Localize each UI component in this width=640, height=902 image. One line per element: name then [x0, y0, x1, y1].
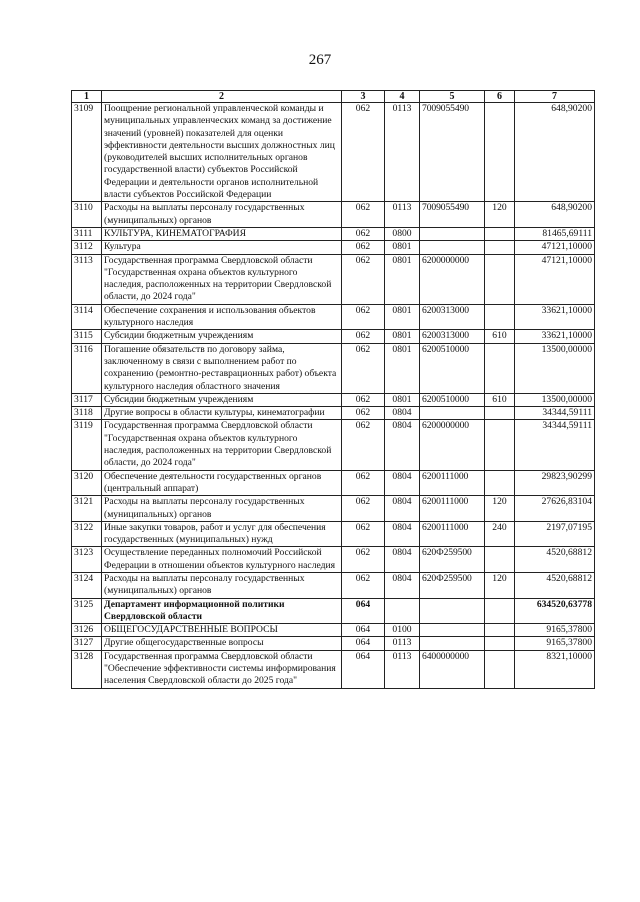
row-number: 3110: [72, 202, 102, 228]
header-col-1: 1: [72, 91, 102, 103]
row-ved-code: 062: [342, 343, 385, 393]
row-target-article: [420, 637, 485, 650]
row-ved-code: 062: [342, 330, 385, 343]
row-amount: 648,90200: [515, 202, 595, 228]
table-row: [72, 241, 595, 254]
row-expense-type: [485, 241, 515, 254]
row-number: 3123: [72, 547, 102, 573]
table-row: [72, 254, 595, 304]
row-ved-code: 062: [342, 496, 385, 522]
row-expense-type: 120: [485, 496, 515, 522]
row-target-article: 7009055490: [420, 202, 485, 228]
row-expense-type: [485, 420, 515, 470]
row-target-article: 6200111000: [420, 470, 485, 496]
row-name: Обеспечение деятельности государственных органов (центральный аппарат): [102, 470, 342, 496]
row-section-code: 0113: [385, 202, 420, 228]
row-amount: 9165,37800: [515, 637, 595, 650]
row-number: 3111: [72, 227, 102, 240]
row-expense-type: [485, 103, 515, 202]
row-amount: 29823,90299: [515, 470, 595, 496]
page-number: 267: [308, 52, 332, 68]
row-section-code: [385, 598, 420, 624]
table-body: [72, 103, 595, 689]
row-target-article: [420, 598, 485, 624]
row-ved-code: 064: [342, 650, 385, 688]
row-number: 3114: [72, 304, 102, 330]
row-section-code: 0113: [385, 637, 420, 650]
row-ved-code: 062: [342, 241, 385, 254]
row-section-code: 0804: [385, 470, 420, 496]
row-ved-code: 062: [342, 227, 385, 240]
row-amount: 648,90200: [515, 103, 595, 202]
header-col-5: 5: [420, 91, 485, 103]
header-col-7: 7: [515, 91, 595, 103]
row-amount: 27626,83104: [515, 496, 595, 522]
row-target-article: 6200510000: [420, 343, 485, 393]
header-col-6: 6: [485, 91, 515, 103]
row-amount: 34344,59111: [515, 420, 595, 470]
row-target-article: [420, 624, 485, 637]
row-expense-type: [485, 343, 515, 393]
row-section-code: 0100: [385, 624, 420, 637]
table-row: [72, 420, 595, 470]
row-target-article: 620Ф259500: [420, 572, 485, 598]
row-target-article: 6200000000: [420, 254, 485, 304]
row-amount: 9165,37800: [515, 624, 595, 637]
row-amount: 33621,10000: [515, 304, 595, 330]
row-section-code: 0801: [385, 304, 420, 330]
row-target-article: 6200111000: [420, 521, 485, 547]
table-row: [72, 304, 595, 330]
row-name: КУЛЬТУРА, КИНЕМАТОГРАФИЯ: [102, 227, 342, 240]
row-expense-type: [485, 598, 515, 624]
row-name: Департамент информационной политики Свердловской области: [102, 598, 342, 624]
row-section-code: 0113: [385, 650, 420, 688]
table-row: [72, 103, 595, 202]
row-name: ОБЩЕГОСУДАРСТВЕННЫЕ ВОПРОСЫ: [102, 624, 342, 637]
row-target-article: 6200313000: [420, 330, 485, 343]
budget-table: [71, 90, 595, 689]
row-number: 3122: [72, 521, 102, 547]
row-amount: 8321,10000: [515, 650, 595, 688]
row-number: 3127: [72, 637, 102, 650]
table-row: [72, 496, 595, 522]
row-section-code: 0801: [385, 330, 420, 343]
row-expense-type: [485, 470, 515, 496]
row-number: 3116: [72, 343, 102, 393]
row-section-code: 0804: [385, 547, 420, 573]
row-target-article: 6200000000: [420, 420, 485, 470]
row-expense-type: 610: [485, 393, 515, 406]
table-row: [72, 393, 595, 406]
row-name: Другие вопросы в области культуры, кинематографии: [102, 407, 342, 420]
row-number: 3109: [72, 103, 102, 202]
row-amount: 34344,59111: [515, 407, 595, 420]
table-row: [72, 521, 595, 547]
row-expense-type: [485, 304, 515, 330]
row-ved-code: 062: [342, 103, 385, 202]
table-row: [72, 330, 595, 343]
row-name: Государственная программа Свердловской области "Государственная охрана объектов культурного наследия, расположенных на территории Свердловской области, до 2024 года": [102, 254, 342, 304]
table-row: [72, 407, 595, 420]
row-ved-code: 062: [342, 420, 385, 470]
row-expense-type: 610: [485, 330, 515, 343]
table-row: [72, 572, 595, 598]
row-section-code: 0804: [385, 407, 420, 420]
header-col-3: 3: [342, 91, 385, 103]
row-name: Поощрение региональной управленческой команды и муниципальных управленческих команд за достижение значений (уровней) показателей для оценки эффективности деятельности высших должностных лиц (руководителей высших исполнительных органов государственной власти) субъектов Российской Федерации и деятельности органов исполнительной власти субъектов Российской Федерации: [102, 103, 342, 202]
table-row: [72, 227, 595, 240]
row-amount: 47121,10000: [515, 241, 595, 254]
table-row: [72, 637, 595, 650]
row-number: 3112: [72, 241, 102, 254]
row-target-article: 620Ф259500: [420, 547, 485, 573]
row-amount: 13500,00000: [515, 393, 595, 406]
row-target-article: [420, 241, 485, 254]
row-name: Осуществление переданных полномочий Российской Федерации в отношении объектов культурного наследия: [102, 547, 342, 573]
row-number: 3121: [72, 496, 102, 522]
row-section-code: 0804: [385, 521, 420, 547]
row-number: 3115: [72, 330, 102, 343]
row-name: Другие общегосударственные вопросы: [102, 637, 342, 650]
row-amount: 2197,07195: [515, 521, 595, 547]
table-row: [72, 547, 595, 573]
row-ved-code: 062: [342, 521, 385, 547]
row-name: Субсидии бюджетным учреждениям: [102, 330, 342, 343]
row-ved-code: 062: [342, 407, 385, 420]
row-ved-code: 064: [342, 637, 385, 650]
row-section-code: 0804: [385, 420, 420, 470]
row-number: 3124: [72, 572, 102, 598]
row-target-article: 6400000000: [420, 650, 485, 688]
row-number: 3119: [72, 420, 102, 470]
row-number: 3118: [72, 407, 102, 420]
row-target-article: 6200111000: [420, 496, 485, 522]
row-expense-type: [485, 227, 515, 240]
row-expense-type: 120: [485, 202, 515, 228]
row-amount: 81465,69111: [515, 227, 595, 240]
row-amount: 4520,68812: [515, 572, 595, 598]
row-ved-code: 064: [342, 624, 385, 637]
row-amount: 13500,00000: [515, 343, 595, 393]
row-amount: 4520,68812: [515, 547, 595, 573]
row-name: Субсидии бюджетным учреждениям: [102, 393, 342, 406]
row-target-article: [420, 227, 485, 240]
row-ved-code: 064: [342, 598, 385, 624]
row-expense-type: [485, 650, 515, 688]
row-expense-type: [485, 637, 515, 650]
row-target-article: 6200510000: [420, 393, 485, 406]
table-row: [72, 598, 595, 624]
row-name: Государственная программа Свердловской области "Государственная охрана объектов культурного наследия, расположенных на территории Свердловской области, до 2024 года": [102, 420, 342, 470]
row-section-code: 0801: [385, 254, 420, 304]
row-expense-type: 120: [485, 572, 515, 598]
row-target-article: [420, 407, 485, 420]
header-col-2: 2: [102, 91, 342, 103]
row-name: Расходы на выплаты персоналу государственных (муниципальных) органов: [102, 496, 342, 522]
row-ved-code: 062: [342, 393, 385, 406]
row-target-article: 6200313000: [420, 304, 485, 330]
row-ved-code: 062: [342, 572, 385, 598]
row-expense-type: [485, 407, 515, 420]
table-row: [72, 624, 595, 637]
table-header-row: [72, 91, 595, 103]
row-name: Иные закупки товаров, работ и услуг для обеспечения государственных (муниципальных) нужд: [102, 521, 342, 547]
row-amount: 47121,10000: [515, 254, 595, 304]
table-row: [72, 650, 595, 688]
row-name: Культура: [102, 241, 342, 254]
row-ved-code: 062: [342, 202, 385, 228]
row-section-code: 0804: [385, 572, 420, 598]
row-name: Расходы на выплаты персоналу государственных (муниципальных) органов: [102, 202, 342, 228]
row-name: Обеспечение сохранения и использования объектов культурного наследия: [102, 304, 342, 330]
table-row: [72, 470, 595, 496]
row-name: Государственная программа Свердловской области "Обеспечение эффективности системы информирования населения Свердловской области до 2025 года": [102, 650, 342, 688]
row-ved-code: 062: [342, 547, 385, 573]
row-section-code: 0801: [385, 241, 420, 254]
row-section-code: 0801: [385, 343, 420, 393]
table-row: [72, 343, 595, 393]
row-ved-code: 062: [342, 304, 385, 330]
row-expense-type: [485, 547, 515, 573]
table-row: [72, 202, 595, 228]
row-name: Расходы на выплаты персоналу государственных (муниципальных) органов: [102, 572, 342, 598]
row-amount: 634520,63778: [515, 598, 595, 624]
row-number: 3113: [72, 254, 102, 304]
header-col-4: 4: [385, 91, 420, 103]
row-section-code: 0800: [385, 227, 420, 240]
row-ved-code: 062: [342, 254, 385, 304]
row-number: 3117: [72, 393, 102, 406]
row-ved-code: 062: [342, 470, 385, 496]
row-name: Погашение обязательств по договору займа, заключенному в связи с выполнением работ по сохранению (ремонтно-реставрационных работ) объекта культурного наследия областного значения: [102, 343, 342, 393]
row-target-article: 7009055490: [420, 103, 485, 202]
row-section-code: 0804: [385, 496, 420, 522]
row-amount: 33621,10000: [515, 330, 595, 343]
row-expense-type: [485, 624, 515, 637]
row-number: 3126: [72, 624, 102, 637]
row-number: 3120: [72, 470, 102, 496]
row-expense-type: [485, 254, 515, 304]
row-expense-type: 240: [485, 521, 515, 547]
row-section-code: 0113: [385, 103, 420, 202]
row-number: 3128: [72, 650, 102, 688]
row-number: 3125: [72, 598, 102, 624]
row-section-code: 0801: [385, 393, 420, 406]
